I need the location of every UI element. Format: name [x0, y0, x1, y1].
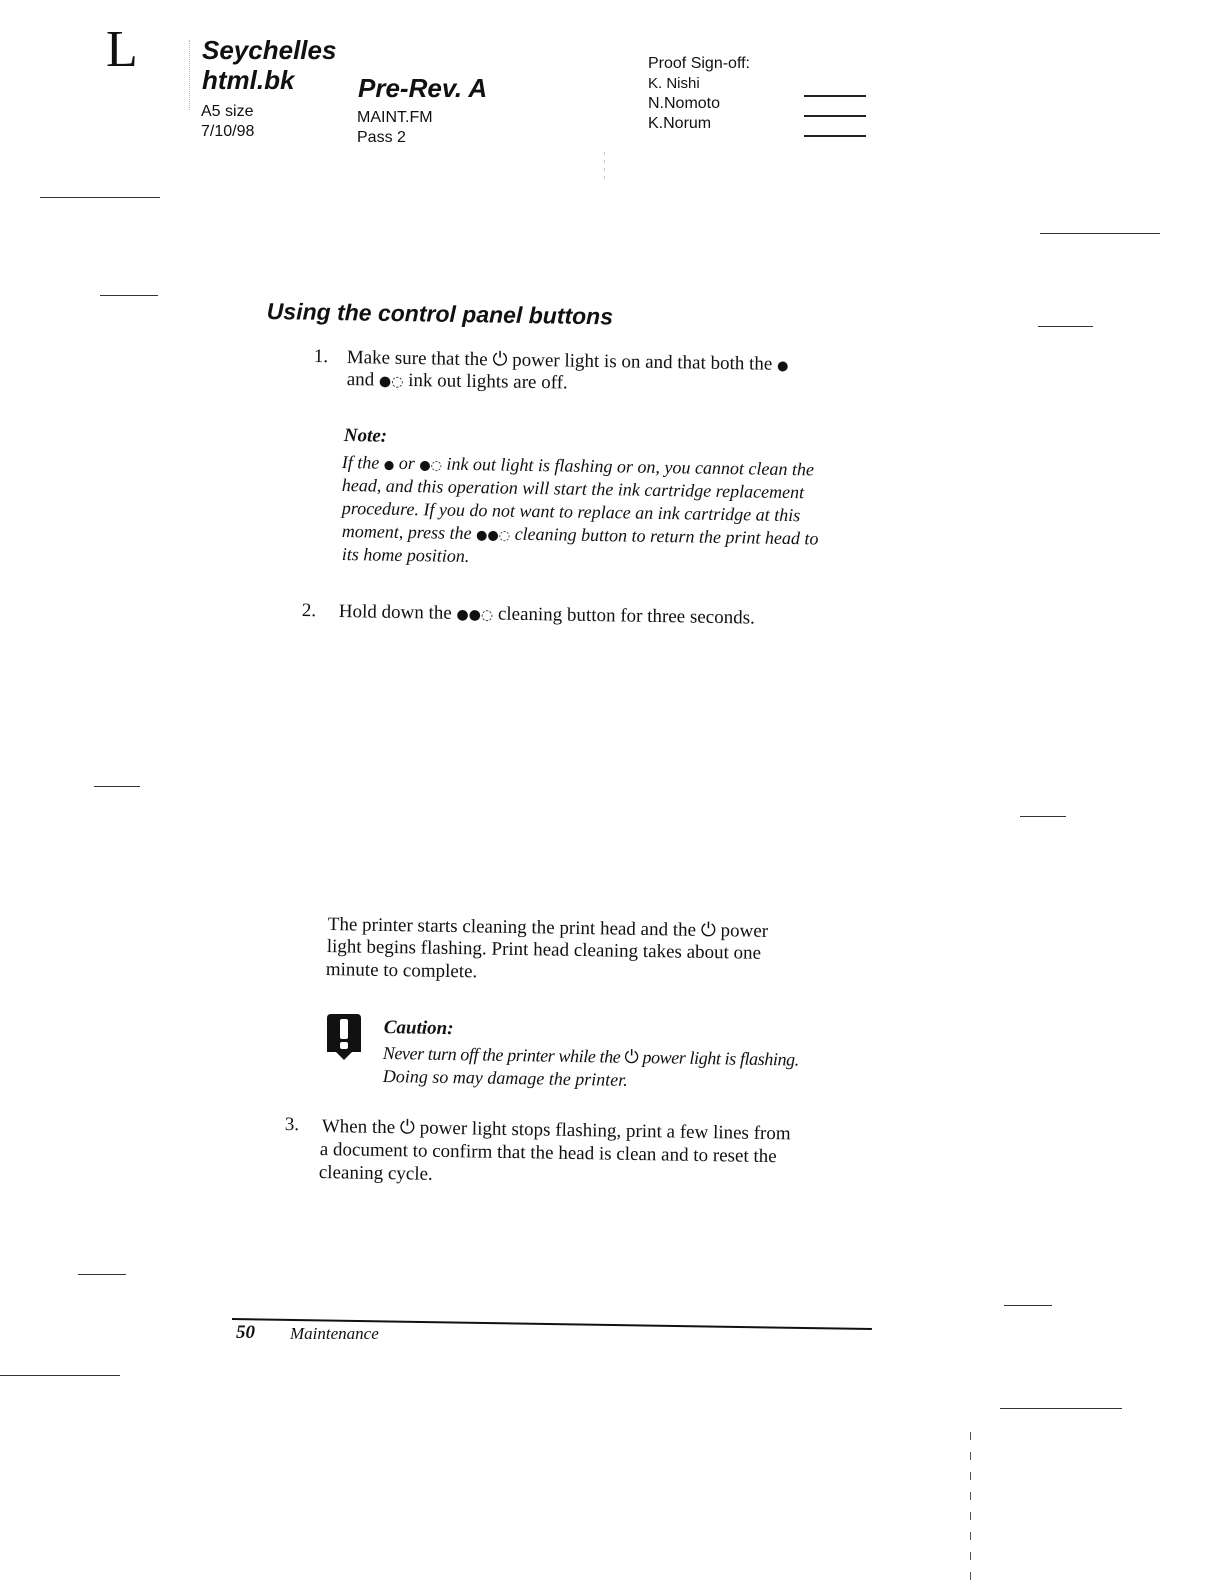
step1-line1-a: Make sure that the [346, 346, 488, 371]
caution-line1-b: power light is flashing. [642, 1047, 799, 1070]
result-line3: minute to complete. [325, 959, 478, 983]
caution-exclamation-icon [324, 1012, 364, 1062]
crop-mark [94, 786, 140, 787]
step1-line1-b: power light is on and that both the [512, 349, 773, 375]
corner-letter: L [106, 21, 138, 78]
proof-signoff-label: Proof Sign-off: [648, 55, 750, 72]
result-line2: light begins flashing. Print head cleaning takes about one [326, 936, 762, 964]
step2-text [339, 601, 755, 631]
page-size-label: A5 size [201, 103, 254, 120]
step1-line2-a: and [346, 369, 375, 391]
chapter-name: Maintenance [290, 1324, 379, 1343]
date-label: 7/10/98 [201, 123, 255, 140]
signer-name: N.Nomoto [648, 95, 721, 112]
caution-line1-a: Never turn off the printer while the [382, 1042, 621, 1067]
crop-mark [1000, 1408, 1122, 1409]
black-ink-drop-icon: ● [776, 358, 789, 374]
cleaning-button-icon: ●●◌ [475, 528, 511, 544]
crop-mark [0, 1375, 120, 1376]
note-line4-a: moment, press the [341, 520, 472, 544]
note-line1-a: If the [341, 451, 380, 473]
step-number: 2. [301, 600, 317, 622]
crop-mark [1038, 326, 1093, 327]
step3-line1-a: When the [321, 1115, 396, 1139]
crop-mark [1020, 816, 1066, 817]
note-heading: Note: [343, 425, 388, 447]
power-icon: ⏻ [399, 1116, 416, 1139]
crop-mark [40, 197, 160, 198]
signer-name: K.Norum [648, 115, 712, 132]
signoff-line [804, 115, 866, 117]
step-number: 1. [313, 346, 329, 368]
signoff-line [804, 135, 866, 137]
caution-line2: Doing so may damage the printer. [382, 1065, 628, 1090]
caution-heading: Caution: [383, 1017, 454, 1040]
vertical-dash-mark [970, 1432, 971, 1582]
step-number: 3. [284, 1114, 300, 1136]
crop-mark [1040, 233, 1160, 234]
note-line1-c: ink out light is flashing or on, you cannot clean the [446, 453, 815, 480]
step2-text-b: cleaning button for three seconds. [497, 603, 755, 629]
header-divider-dots [189, 40, 191, 110]
power-icon: ⏻ [492, 348, 508, 371]
power-icon: ⏻ [700, 918, 716, 942]
crop-mark [1004, 1305, 1052, 1306]
note-line3: procedure. If you do not want to replace an ink cartridge at this [341, 497, 801, 526]
note-line2: head, and this operation will start the ink cartridge replacement [341, 474, 805, 503]
book-title-line2: html.bk [202, 65, 295, 95]
revision-label: Pre-Rev. A [358, 73, 488, 103]
page-number: 50 [236, 1322, 255, 1343]
step1-line2 [347, 369, 568, 395]
book-title-line1: Seychelles [202, 35, 337, 65]
crop-mark [78, 1274, 126, 1275]
step3-line1-b: power light stops flashing, print a few lines from [419, 1117, 791, 1145]
result-line1-a: The printer starts cleaning the print head and the [327, 913, 697, 941]
section-title: Using the control panel buttons [266, 298, 614, 330]
pass-label: Pass 2 [357, 129, 406, 146]
file-name-label: MAINT.FM [357, 109, 433, 126]
cleaning-button-icon: ●●◌ [456, 606, 494, 624]
black-ink-drop-icon: ● [383, 457, 395, 472]
step3-line2: a document to confirm that the head is clean and to reset the [319, 1139, 777, 1168]
power-icon: ⏻ [624, 1046, 639, 1069]
color-ink-drops-icon: ●◌ [378, 373, 404, 390]
step2-text-a: Hold down the [338, 601, 452, 624]
signer-name: K. Nishi [648, 75, 700, 92]
note-line1-b: or [398, 452, 415, 474]
signoff-line [804, 95, 866, 97]
note-line4-b: cleaning button to return the print head to [514, 523, 819, 549]
note-line5: its home position. [341, 543, 470, 567]
step3-line3: cleaning cycle. [318, 1162, 433, 1185]
color-ink-drops-icon: ●◌ [419, 458, 443, 474]
result-line1-b: power [720, 920, 769, 942]
crop-mark [100, 295, 158, 296]
center-dot-mark [604, 152, 605, 180]
step1-line2-b: ink out lights are off. [408, 369, 568, 394]
